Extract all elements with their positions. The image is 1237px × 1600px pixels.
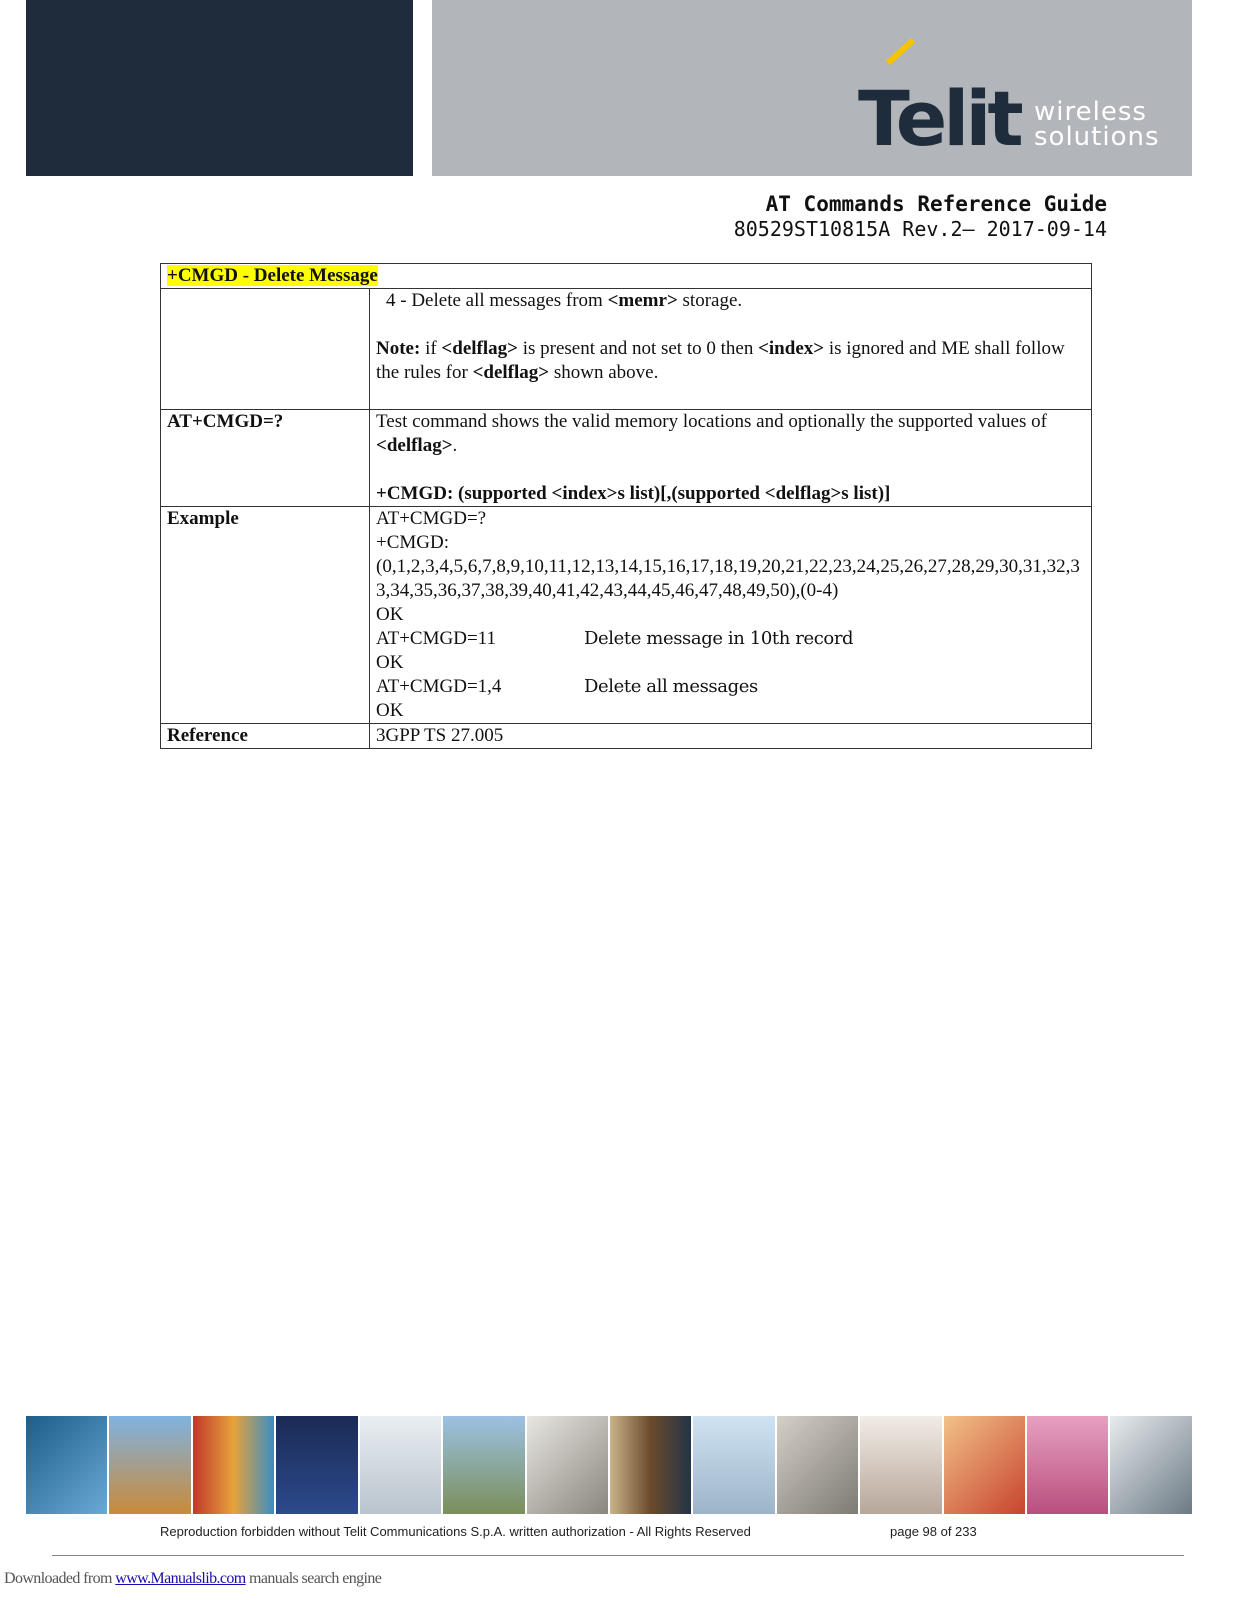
example-line: OK	[376, 604, 404, 625]
footer-divider	[52, 1555, 1184, 1556]
page-number: page 98 of 233	[890, 1524, 977, 1539]
example-command: AT+CMGD=1,4	[376, 676, 502, 697]
empty-label-cell	[161, 289, 370, 410]
example-command-description: Delete message in 10th record	[584, 628, 854, 649]
command-table	[160, 263, 1092, 749]
reference-label: Reference	[161, 724, 370, 749]
table-row	[161, 289, 1092, 410]
header-banner-dark	[26, 0, 413, 176]
continuation-cell	[370, 289, 1092, 410]
test-command-cell	[370, 410, 1092, 507]
test-command-label: AT+CMGD=?	[161, 410, 370, 507]
telit-logo: Telit	[858, 74, 1020, 163]
example-cell	[370, 507, 1092, 724]
example-line: AT+CMGD=?	[376, 508, 487, 529]
logo-tagline: wireless solutions	[1034, 97, 1160, 152]
table-title: +CMGD - Delete Message	[167, 265, 378, 286]
example-label: Example	[161, 507, 370, 724]
table-title-row	[161, 264, 1092, 289]
example-line: OK	[376, 652, 404, 673]
doc-title: AT Commands Reference Guide	[765, 192, 1107, 216]
delflag-4-line: 4 - Delete all messages from <memr> storage.	[386, 290, 743, 311]
example-command-description: Delete all messages	[584, 676, 758, 697]
manualslib-link[interactable]: www.Manualslib.com	[115, 1570, 246, 1587]
test-command-description: Test command shows the valid memory locations and optionally the supported values of <delflag>.	[376, 411, 1047, 456]
example-line: OK	[376, 700, 404, 721]
example-command-line	[376, 675, 1085, 699]
table-row	[161, 507, 1092, 724]
note-text: Note: if <delflag> is present and not set to 0 then <index> is ignored and ME shall follow the rules for <delflag> shown above.	[376, 338, 1065, 383]
table-row	[161, 410, 1092, 507]
test-command-response: +CMGD: (supported <index>s list)[,(supported <delflag>s list)]	[376, 483, 891, 504]
reproduction-notice: Reproduction forbidden without Telit Communications S.p.A. written authorization - All Rights Reserved	[160, 1524, 751, 1539]
table-row	[161, 724, 1092, 749]
example-command-line	[376, 627, 1085, 651]
example-command: AT+CMGD=11	[376, 628, 496, 649]
download-notice: Downloaded from www.Manualslib.com manuals search engine	[4, 1570, 382, 1587]
example-line: (0,1,2,3,4,5,6,7,8,9,10,11,12,13,14,15,16,17,18,19,20,21,22,23,24,25,26,27,28,29,30,31,32,33,34,35,36,37,38,39,40,41,42,43,44,45,46,47,48,49,50),(0-4)	[376, 556, 1080, 601]
reference-value: 3GPP TS 27.005	[370, 724, 1092, 749]
doc-revision: 80529ST10815A Rev.2– 2017-09-14	[733, 217, 1107, 241]
example-line: +CMGD:	[376, 532, 450, 553]
footer-image-strip	[26, 1416, 1192, 1514]
